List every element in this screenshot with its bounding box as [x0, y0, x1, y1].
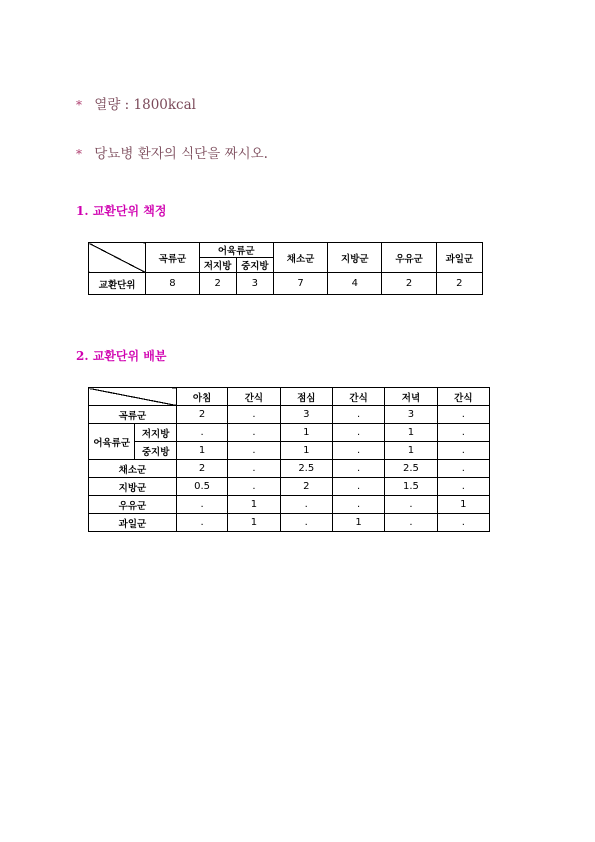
- value-cell: .: [437, 460, 489, 478]
- value-cell: .: [332, 478, 384, 496]
- table-row: [89, 406, 490, 424]
- value-cell: 1: [280, 442, 332, 460]
- value-cell: .: [385, 514, 437, 532]
- value-cell: .: [228, 460, 280, 478]
- value-cell: 2: [199, 273, 236, 295]
- table-row: [89, 514, 490, 532]
- table-row: [89, 442, 490, 460]
- value-cell: 0.5: [176, 478, 227, 496]
- value-cell: 1: [385, 424, 437, 442]
- row-label: 과일군: [89, 514, 177, 532]
- value-cell: .: [332, 496, 384, 514]
- value-cell: 1: [437, 496, 489, 514]
- meal-header: 간식: [437, 388, 489, 406]
- row-label: 지방군: [89, 478, 177, 496]
- calorie-text: 열량 : 1800kcal: [94, 97, 196, 113]
- row-label: 우유군: [89, 496, 177, 514]
- col-fat: 지방군: [328, 243, 382, 273]
- value-cell: .: [280, 514, 332, 532]
- value-cell: .: [437, 424, 489, 442]
- table-row: [89, 460, 490, 478]
- value-cell: .: [228, 406, 280, 424]
- meal-header: 아침: [176, 388, 227, 406]
- value-cell: 3: [385, 406, 437, 424]
- value-cell: 2: [382, 273, 436, 295]
- value-cell: 1: [228, 514, 280, 532]
- meal-header: 점심: [280, 388, 332, 406]
- value-cell: .: [332, 424, 384, 442]
- value-cell: 1: [385, 442, 437, 460]
- value-cell: .: [437, 514, 489, 532]
- bullet-star: *: [76, 147, 82, 161]
- value-cell: .: [228, 478, 280, 496]
- value-cell: 2: [176, 460, 227, 478]
- meal-header: 저녁: [385, 388, 437, 406]
- table-row: [89, 424, 490, 442]
- exchange-unit-table: [88, 242, 483, 295]
- section1-heading: 1. 교환단위 책정: [76, 204, 167, 218]
- meal-header-row: [89, 388, 490, 406]
- value-cell: .: [176, 496, 227, 514]
- value-cell: 1: [176, 442, 227, 460]
- meal-distribution-table: [88, 387, 490, 532]
- col-meat-low-fat: 저지방: [199, 258, 236, 273]
- row-group-label: 어육류군: [89, 424, 135, 460]
- value-cell: .: [228, 424, 280, 442]
- row-label: 저지방: [135, 424, 176, 442]
- value-cell: 1: [280, 424, 332, 442]
- bullet-star: *: [76, 98, 82, 112]
- row-label: 채소군: [89, 460, 177, 478]
- value-cell: .: [385, 496, 437, 514]
- col-grain: 곡류군: [146, 243, 199, 273]
- value-cell: 1: [332, 514, 384, 532]
- value-cell: 2.5: [280, 460, 332, 478]
- diagonal-header-cell: [89, 243, 146, 273]
- value-cell: 2: [436, 273, 482, 295]
- col-milk: 우유군: [382, 243, 436, 273]
- col-fruit: 과일군: [436, 243, 482, 273]
- value-cell: .: [437, 442, 489, 460]
- value-cell: .: [332, 442, 384, 460]
- table-row: [89, 478, 490, 496]
- value-cell: .: [176, 514, 227, 532]
- section2-heading: 2. 교환단위 배분: [76, 349, 167, 363]
- value-cell: .: [228, 442, 280, 460]
- value-cell: .: [176, 424, 227, 442]
- value-cell: 7: [273, 273, 327, 295]
- value-cell: .: [332, 460, 384, 478]
- row-label: 중지방: [135, 442, 176, 460]
- value-cell: 2: [176, 406, 227, 424]
- meal-header: 간식: [228, 388, 280, 406]
- value-cell: 3: [236, 273, 273, 295]
- col-meat: 어육류군: [199, 243, 273, 258]
- value-cell: 8: [146, 273, 199, 295]
- instruction-text: 당뇨병 환자의 식단을 짜시오.: [94, 146, 268, 162]
- table-row: [89, 496, 490, 514]
- col-meat-mid-fat: 중지방: [236, 258, 273, 273]
- value-cell: .: [437, 406, 489, 424]
- value-cell: 4: [328, 273, 382, 295]
- value-cell: 3: [280, 406, 332, 424]
- value-cell: 1: [228, 496, 280, 514]
- row-label: 곡류군: [89, 406, 177, 424]
- value-cell: .: [332, 406, 384, 424]
- col-vegetable: 채소군: [273, 243, 327, 273]
- value-cell: .: [280, 496, 332, 514]
- value-cell: .: [437, 478, 489, 496]
- row-label-exchange-unit: 교환단위: [89, 273, 146, 295]
- instruction-line: [76, 142, 268, 162]
- value-cell: 1.5: [385, 478, 437, 496]
- value-cell: 2.5: [385, 460, 437, 478]
- diagonal-header-cell: [89, 388, 177, 406]
- calorie-line: [76, 93, 196, 113]
- meal-header: 간식: [332, 388, 384, 406]
- value-cell: 2: [280, 478, 332, 496]
